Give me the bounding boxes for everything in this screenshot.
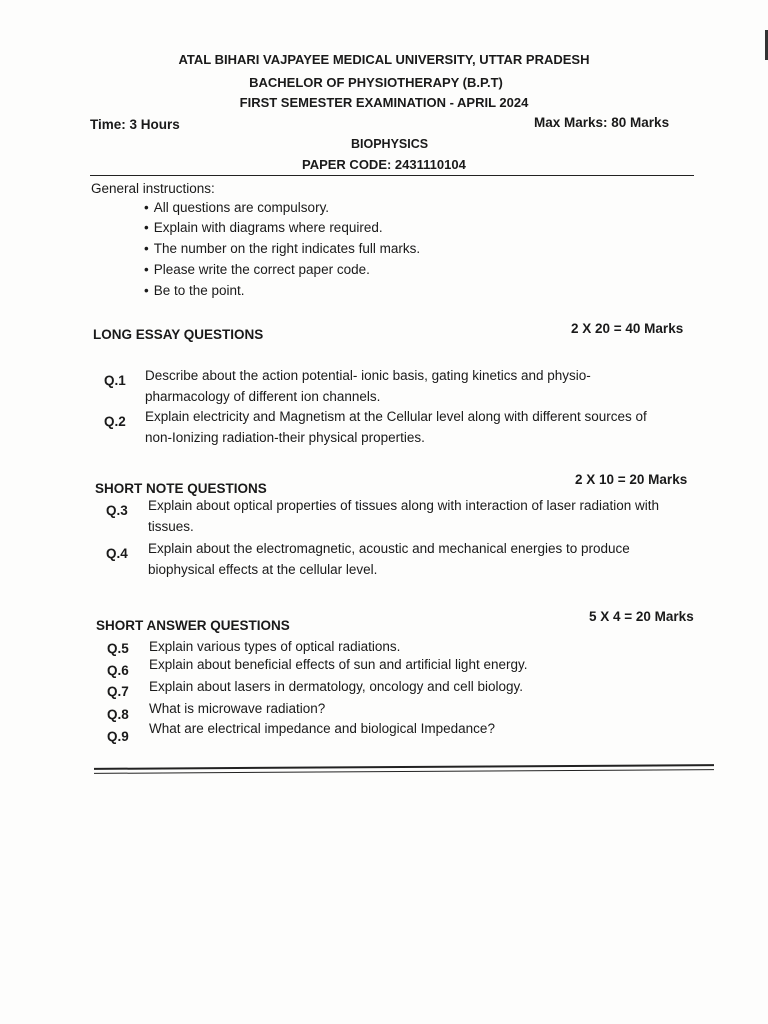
question-text: Explain about beneficial effects of sun and artificial light energy. <box>149 657 528 672</box>
university-name: ATAL BIHARI VAJPAYEE MEDICAL UNIVERSITY, UTTAR PRADESH <box>178 52 590 67</box>
question-number: Q.6 <box>107 663 129 678</box>
question-number: Q.1 <box>104 373 126 388</box>
question-number: Q.3 <box>106 503 128 518</box>
course-name: BACHELOR OF PHYSIOTHERAPY (B.P.T) <box>249 75 503 90</box>
time-label: Time: 3 Hours <box>90 117 180 132</box>
header-divider <box>90 175 694 176</box>
section-title-long-essay: LONG ESSAY QUESTIONS <box>93 327 264 342</box>
question-text: Explain about lasers in dermatology, oncology and cell biology. <box>149 679 523 694</box>
subject-title: BIOPHYSICS <box>351 137 429 151</box>
question-text: What is microwave radiation? <box>149 701 326 716</box>
question-number: Q.9 <box>107 729 129 744</box>
question-number: Q.4 <box>106 546 128 561</box>
question-number: Q.5 <box>107 641 129 656</box>
question-text: What are electrical impedance and biological Impedance? <box>149 721 495 736</box>
instruction-item: • Explain with diagrams where required. <box>144 220 383 235</box>
instruction-item: • Be to the point. <box>144 283 245 298</box>
footer-rule-bottom <box>94 769 714 774</box>
instruction-item: • The number on the right indicates full marks. <box>144 241 420 256</box>
instruction-item: • All questions are compulsory. <box>144 200 329 215</box>
question-number: Q.8 <box>107 707 129 722</box>
question-text: Explain about optical properties of tissues along with interaction of laser radiation with tissues. <box>148 498 660 534</box>
exam-title: FIRST SEMESTER EXAMINATION - APRIL 2024 <box>239 95 529 110</box>
question-text: Explain about the electromagnetic, acoustic and mechanical energies to produce biophysical effects at the cellular level. <box>148 541 630 577</box>
instruction-item: • Please write the correct paper code. <box>144 262 370 277</box>
section-title-short-answer: SHORT ANSWER QUESTIONS <box>96 618 290 633</box>
paper-code: PAPER CODE: 2431110104 <box>302 157 466 172</box>
question-text: Explain various types of optical radiations. <box>149 639 401 654</box>
section-marks-short-answer: 5 X 4 = 20 Marks <box>589 609 694 624</box>
section-marks-short-note: 2 X 10 = 20 Marks <box>575 472 688 487</box>
question-number: Q.2 <box>104 414 126 429</box>
section-title-short-note: SHORT NOTE QUESTIONS <box>95 481 267 496</box>
instructions-heading: General instructions: <box>91 181 215 196</box>
question-text: Explain electricity and Magnetism at the Cellular level along with different sources of non-Ionizing radiation-their physical properties. <box>145 409 647 445</box>
question-text: Describe about the action potential- ionic basis, gating kinetics and physio-pharmacology of different ion channels. <box>145 368 591 404</box>
max-marks-label: Max Marks: 80 Marks <box>534 115 670 130</box>
question-number: Q.7 <box>107 684 129 699</box>
section-marks-long-essay: 2 X 20 = 40 Marks <box>571 321 684 336</box>
